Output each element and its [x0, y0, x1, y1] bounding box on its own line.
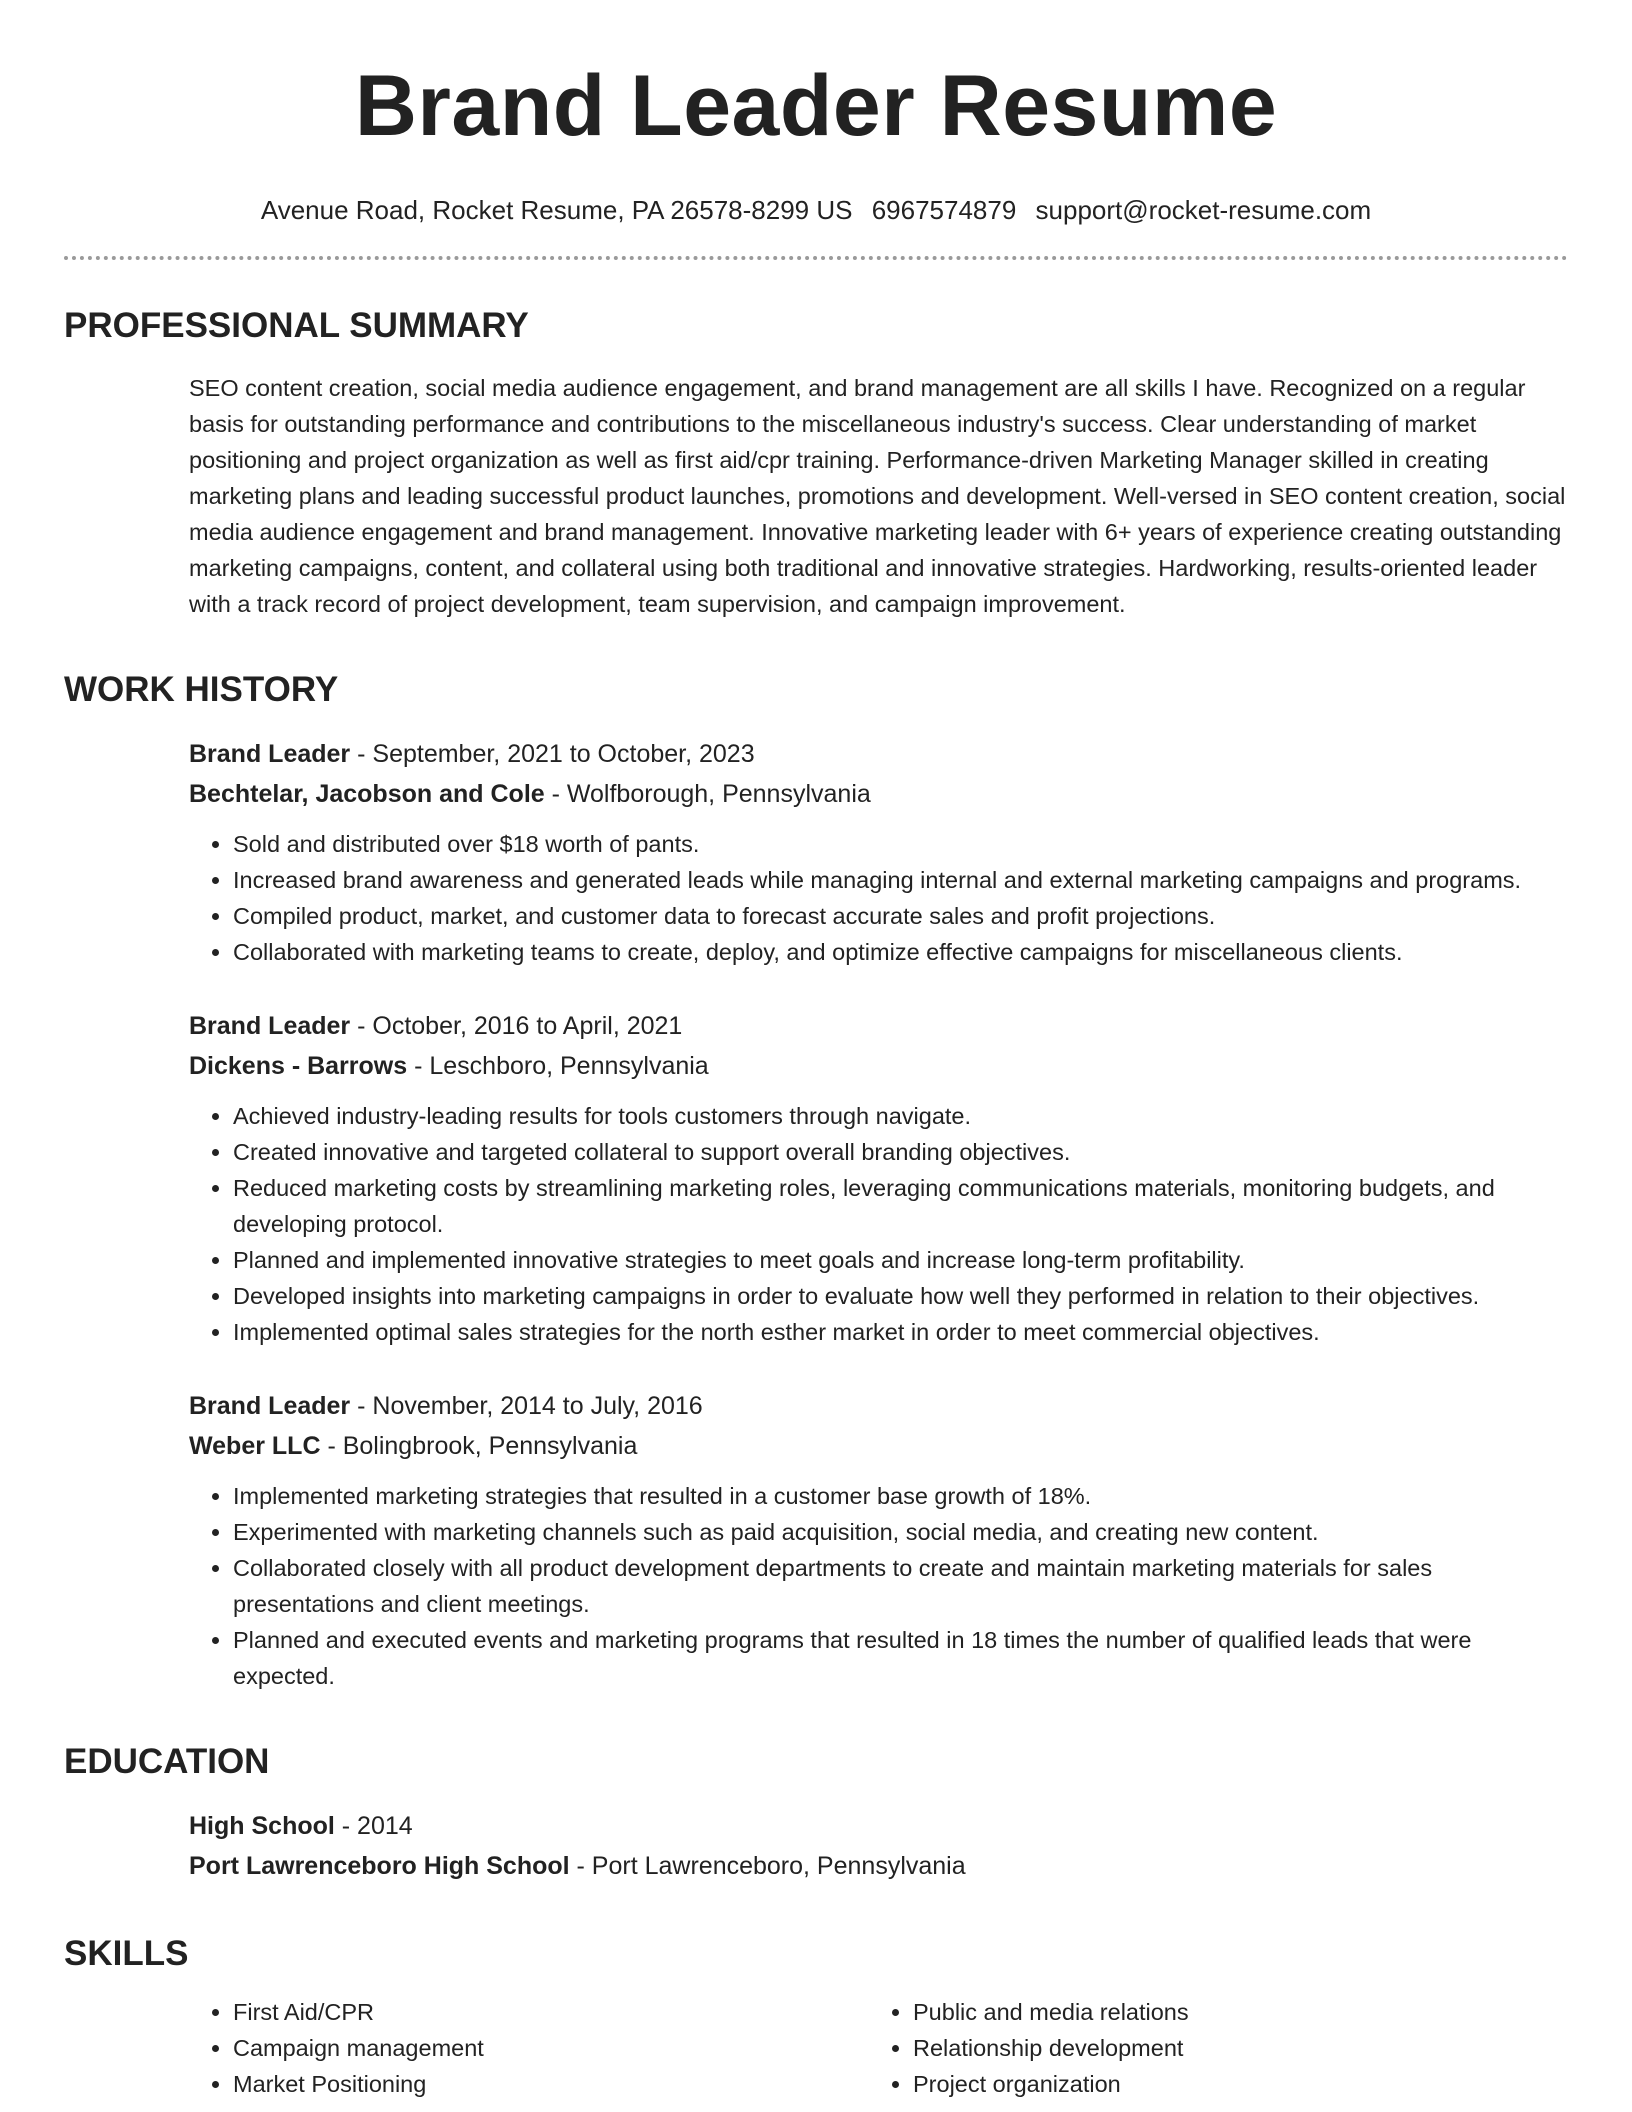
- list-item: • Reduced marketing costs by streamlining marketing roles, leveraging communications materials, monitoring budgets, and developing protocol.: [233, 1170, 1568, 1242]
- job-company-line: [189, 1426, 1568, 1466]
- education-entry: [189, 1806, 1568, 1886]
- job-company: Bechtelar, Jacobson and Cole: [189, 780, 545, 808]
- job-entry: [189, 734, 1568, 970]
- skill-item: • First Aid/CPR: [233, 1994, 869, 2030]
- list-item: • Planned and executed events and marketing programs that resulted in 18 times the number of qualified leads that were expected.: [233, 1622, 1568, 1694]
- education-school: Port Lawrenceboro High School: [189, 1852, 570, 1880]
- job-dates: - November, 2014 to July, 2016: [350, 1392, 703, 1420]
- education-degree: High School: [189, 1812, 335, 1840]
- summary-text: SEO content creation, social media audience engagement, and brand management are all skills I have. Recognized on a regular basis for outstanding performance and contributions to the miscellaneous industry's success. Clear understanding of market positioning and project organization as well as first aid/cpr training. Performance-driven Marketing Manager skilled in creating marketing plans and leading successful product launches, promotions and development. Well-versed in SEO content creation, social media audience engagement and brand management. Innovative marketing leader with 6+ years of experience creating outstanding marketing campaigns, content, and collateral using both traditional and innovative strategies. Hardworking, results-oriented leader with a track record of project development, team supervision, and campaign improvement.: [189, 375, 1566, 617]
- job-dates: - October, 2016 to April, 2021: [350, 1012, 683, 1040]
- education-degree-line: [189, 1806, 1568, 1846]
- resume-title: Brand Leader Resume: [354, 58, 1278, 154]
- contact-address: Avenue Road, Rocket Resume, PA 26578-8299 US: [260, 195, 853, 225]
- skill-item: • Project organization: [913, 2066, 1549, 2102]
- job-role: Brand Leader: [189, 1392, 351, 1420]
- list-item: • Sold and distributed over $18 worth of pants.: [233, 826, 1568, 862]
- job-location: - Leschboro, Pennsylvania: [407, 1052, 709, 1080]
- contact-line: [64, 194, 1568, 226]
- section-title-work-history: WORK HISTORY: [64, 670, 339, 709]
- job-role: Brand Leader: [189, 1012, 351, 1040]
- list-item: • Implemented marketing strategies that resulted in a customer base growth of 18%.: [233, 1478, 1568, 1514]
- job-role-line: [189, 1006, 1568, 1046]
- section-title-summary: PROFESSIONAL SUMMARY: [64, 306, 529, 345]
- skill-item: • Relationship development: [913, 2030, 1549, 2066]
- contact-email: support@rocket-resume.com: [1035, 195, 1372, 225]
- skills-list: [189, 1994, 1568, 2102]
- list-item: • Developed insights into marketing campaigns in order to evaluate how well they performed in relation to their objectives.: [233, 1278, 1568, 1314]
- job-bullets: [189, 1478, 1568, 1694]
- skill-item: • Market Positioning: [233, 2066, 869, 2102]
- skills-column-left: [189, 1994, 869, 2102]
- skill-item: • Campaign management: [233, 2030, 869, 2066]
- job-bullets: [189, 826, 1568, 970]
- list-item: • Increased brand awareness and generated leads while managing internal and external marketing campaigns and programs.: [233, 862, 1568, 898]
- resume-page: [64, 0, 1568, 2102]
- header-divider: [64, 256, 1568, 260]
- list-item: • Planned and implemented innovative strategies to meet goals and increase long-term profitability.: [233, 1242, 1568, 1278]
- job-company: Dickens - Barrows: [189, 1052, 408, 1080]
- job-entry: [189, 1386, 1568, 1694]
- education-school-line: [189, 1846, 1568, 1886]
- job-company: Weber LLC: [189, 1432, 321, 1460]
- skill-item: • Public and media relations: [913, 1994, 1549, 2030]
- education-year: - 2014: [334, 1812, 413, 1840]
- education-location: - Port Lawrenceboro, Pennsylvania: [569, 1852, 966, 1880]
- section-title-skills: SKILLS: [64, 1934, 189, 1973]
- list-item: • Achieved industry-leading results for tools customers through navigate.: [233, 1098, 1568, 1134]
- list-item: • Collaborated with marketing teams to create, deploy, and optimize effective campaigns for miscellaneous clients.: [233, 934, 1568, 970]
- list-item: • Compiled product, market, and customer data to forecast accurate sales and profit projections.: [233, 898, 1568, 934]
- list-item: • Collaborated closely with all product development departments to create and maintain marketing materials for sales presentations and client meetings.: [233, 1550, 1568, 1622]
- job-role-line: [189, 1386, 1568, 1426]
- contact-phone: 6967574879: [871, 195, 1017, 225]
- job-company-line: [189, 1046, 1568, 1086]
- job-role-line: [189, 734, 1568, 774]
- job-role: Brand Leader: [189, 740, 351, 768]
- job-location: - Wolfborough, Pennsylvania: [544, 780, 871, 808]
- job-bullets: [189, 1098, 1568, 1350]
- job-company-line: [189, 774, 1568, 814]
- list-item: • Implemented optimal sales strategies for the north esther market in order to meet commercial objectives.: [233, 1314, 1568, 1350]
- job-entry: [189, 1006, 1568, 1350]
- list-item: • Created innovative and targeted collateral to support overall branding objectives.: [233, 1134, 1568, 1170]
- skills-column-right: [869, 1994, 1549, 2102]
- list-item: • Experimented with marketing channels such as paid acquisition, social media, and creating new content.: [233, 1514, 1568, 1550]
- job-location: - Bolingbrook, Pennsylvania: [320, 1432, 638, 1460]
- section-title-education: EDUCATION: [64, 1742, 270, 1781]
- job-dates: - September, 2021 to October, 2023: [350, 740, 755, 768]
